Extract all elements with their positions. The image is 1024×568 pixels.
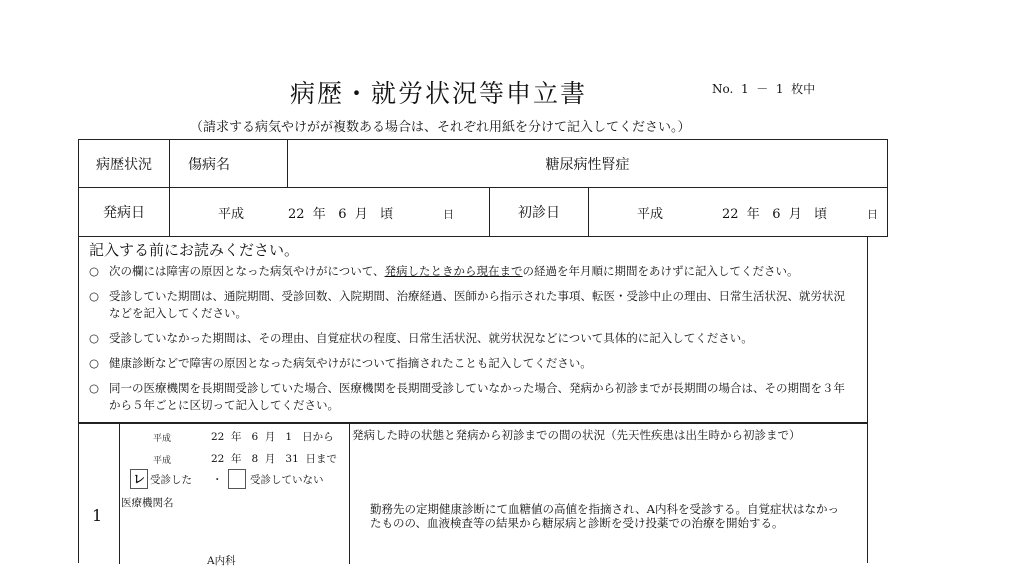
not-visited-label: 受診していない: [250, 474, 324, 486]
condition-column: [351, 424, 867, 564]
onset-label: 発病日: [79, 188, 170, 237]
document-title: 病歴・就労状況等申立書: [290, 79, 588, 108]
history-section-1: [78, 423, 868, 567]
page-number: No. 1 － 1 枚中: [712, 82, 816, 96]
circle-bullet: ○: [89, 381, 100, 395]
injury-name-field[interactable]: 糖尿病性腎症: [288, 140, 888, 188]
circle-bullet: ○: [89, 264, 100, 278]
instruction-text: 健康診断などで障害の原因となった病気やけがについて指摘されたことも記入してください。: [109, 356, 592, 370]
first-visit-day-mark: 日: [867, 207, 878, 221]
circle-bullet: ○: [89, 356, 100, 370]
from-date-field[interactable]: 22 年 6 月 1 日から: [211, 431, 334, 443]
onset-date: 22 年 6 月 頃: [288, 206, 394, 222]
instruction-item: [89, 263, 799, 280]
first-visit-date-field[interactable]: [589, 188, 888, 237]
onset-date-field[interactable]: [170, 188, 490, 237]
first-visit-date: 22 年 6 月 頃: [722, 206, 828, 222]
instruction-text: 受診していた期間は、通院期間、受診回数、入院期間、治療経過、医師から指示された事項、転医・受診中止の理由、日常生活状況、就労状況などを記入してください。: [109, 289, 845, 320]
instructions-box: [78, 236, 868, 423]
section-number-cell: [79, 424, 120, 564]
to-date-field[interactable]: 22 年 8 月 31 日まで: [211, 453, 337, 465]
option-separator: ・: [212, 474, 223, 486]
instruction-item: [89, 288, 849, 322]
instruction-underlined: 発病したときから現在まで: [384, 264, 523, 278]
instruction-item: [89, 330, 849, 347]
document-subtitle: （請求する病気やけがが複数ある場合は、それぞれ用紙を分けて記入してください。）: [190, 120, 691, 135]
instruction-text: の経過を年月順に期間をあけずに記入してください。: [522, 264, 799, 278]
section-number: 1: [92, 506, 103, 525]
instruction-item: [89, 380, 849, 414]
first-visit-label: 初診日: [490, 188, 589, 237]
first-visit-era: 平成: [637, 206, 664, 222]
onset-day-mark: 日: [443, 207, 454, 221]
history-label: 病歴状況: [79, 140, 170, 188]
onset-era: 平成: [218, 206, 245, 222]
institution-label: 医療機関名: [121, 497, 174, 509]
visited-checkbox[interactable]: レ: [130, 469, 148, 489]
injury-label: 傷病名: [170, 140, 288, 188]
not-visited-checkbox[interactable]: [228, 469, 246, 489]
condition-text-field[interactable]: 勤務先の定期健康診断にて血糖値の高値を指摘され、A内科を受診する。自覚症状はなかったものの、血液検査等の結果から糖尿病と診断を受け投薬での治療を開始する。: [370, 502, 839, 530]
to-era: 平成: [153, 456, 172, 466]
condition-heading: 発病した時の状態と発病から初診までの間の状況（先天性疾患は出生時から初診まで）: [352, 428, 801, 442]
circle-bullet: ○: [89, 331, 100, 345]
instruction-text: 受診していなかった期間は、その理由、自覚症状の程度、日常生活状況、就労状況などについて具体的に記入してください。: [109, 331, 753, 345]
instruction-text: 同一の医療機関を長期間受診していた場合、医療機関を長期間受診していなかった場合、発病から初診までが長期間の場合は、その期間を３年から５年ごとに区切って記入してください。: [109, 381, 845, 412]
from-era: 平成: [153, 434, 172, 444]
instruction-item: [89, 355, 849, 372]
institution-name-field[interactable]: A内科: [207, 555, 236, 567]
instruction-text: 次の欄には障害の原因となった病気やけがについて、: [109, 264, 385, 278]
visited-label: 受診した: [150, 474, 192, 486]
circle-bullet: ○: [89, 289, 100, 303]
instructions-heading: 記入する前にお読みください。: [89, 241, 300, 259]
period-column: [119, 424, 350, 567]
history-table: [78, 139, 888, 237]
